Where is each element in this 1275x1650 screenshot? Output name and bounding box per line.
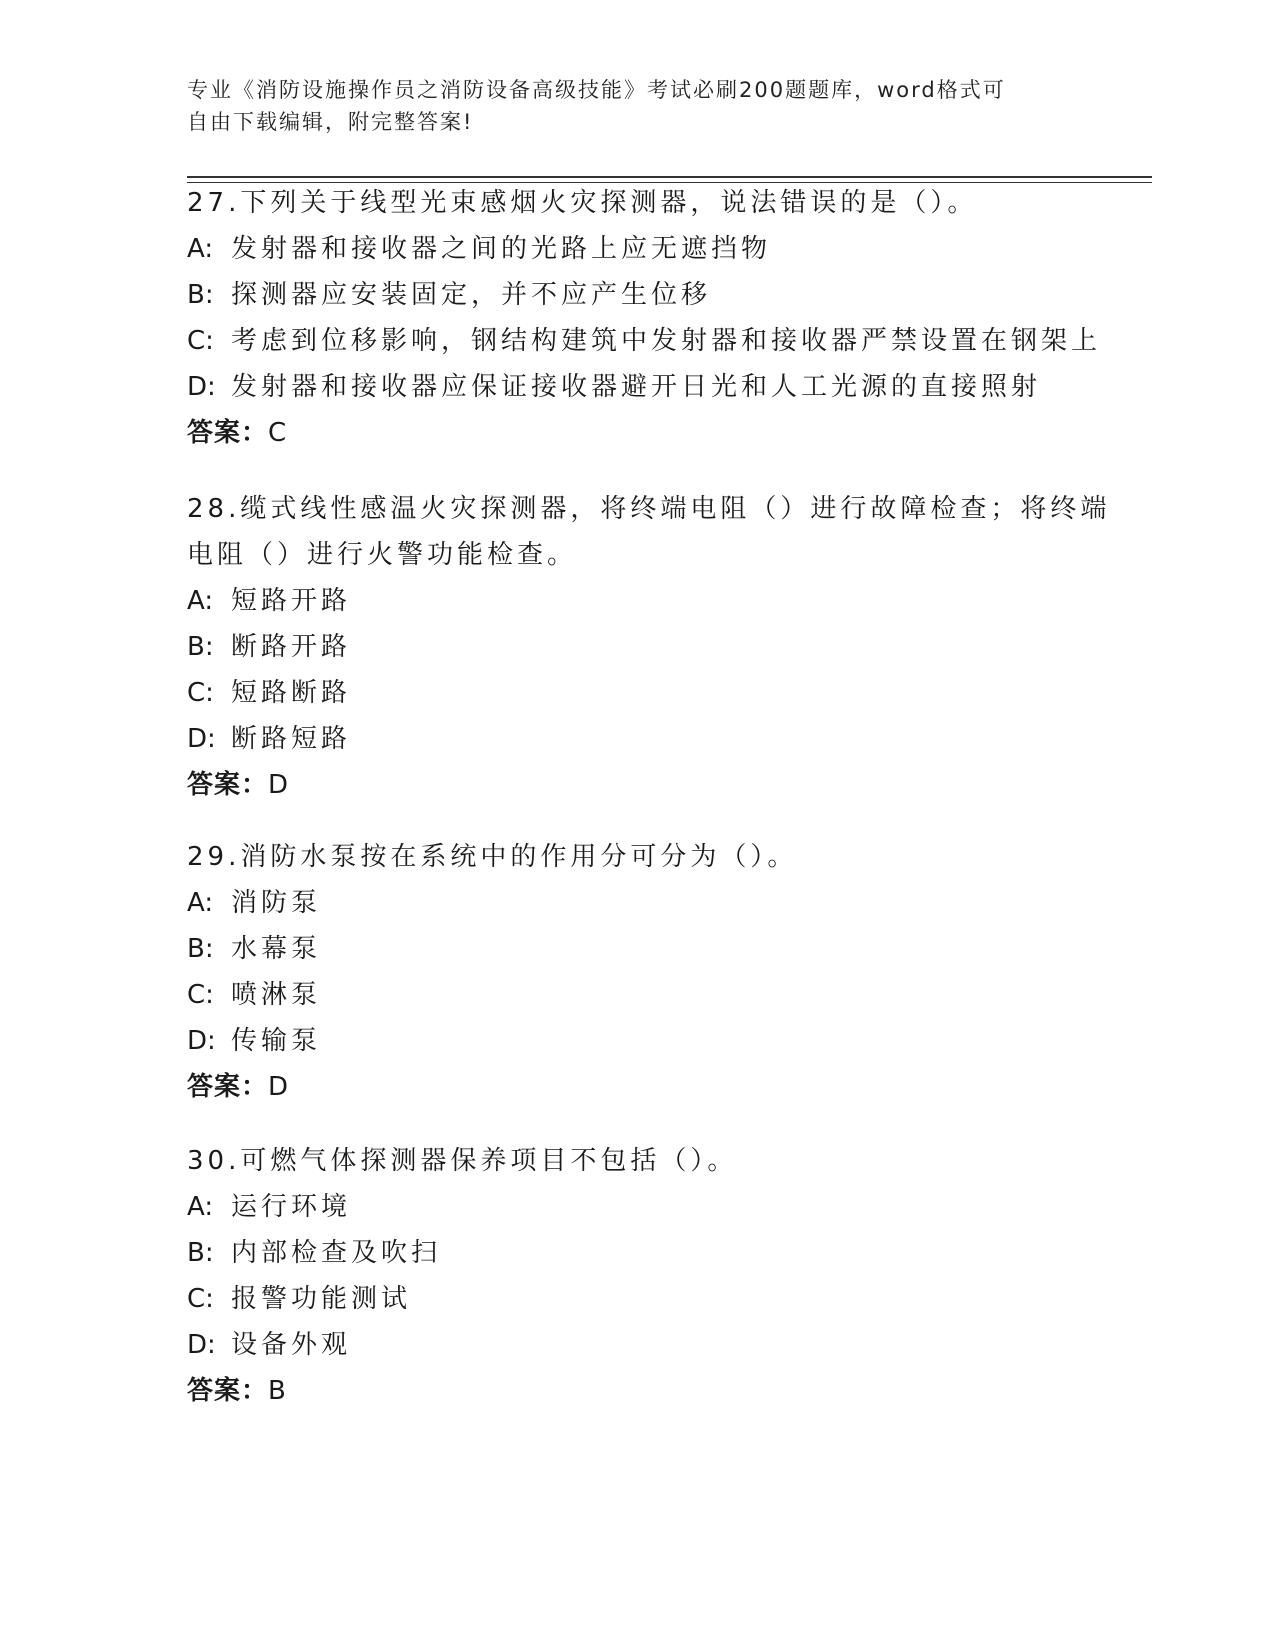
option-text: 报警功能测试 <box>231 1284 412 1314</box>
option-text: 运行环境 <box>231 1192 352 1222</box>
question-29 <box>187 834 1087 1110</box>
option-letter: B: <box>187 632 214 662</box>
option-d <box>187 364 1087 410</box>
question-stem: 28.缆式线性感温火灾探测器，将终端电阻（）进行故障检查；将终端 <box>187 494 1111 524</box>
option-letter: C: <box>187 980 214 1010</box>
option-a <box>187 578 1087 624</box>
question-stem: 29.消防水泵按在系统中的作用分可分为（）。 <box>187 842 798 872</box>
option-text: 发射器和接收器之间的光路上应无遮挡物 <box>231 234 772 264</box>
option-a <box>187 226 1087 272</box>
answer-value: C <box>268 418 288 448</box>
question-stem-continued: 电阻（）进行火警功能检查。 <box>187 540 578 570</box>
answer-value: D <box>268 1072 290 1102</box>
option-text: 水幕泵 <box>231 934 322 964</box>
option-d <box>187 1322 1087 1368</box>
answer-line <box>187 410 1087 456</box>
option-c <box>187 670 1087 716</box>
answer-value: B <box>268 1376 287 1406</box>
answer-line <box>187 762 1087 808</box>
option-text: 短路断路 <box>231 678 352 708</box>
header-line-1: 专业《消防设施操作员之消防设备高级技能》考试必刷200题题库，word格式可 <box>187 78 1006 102</box>
header-line-2: 自由下载编辑，附完整答案! <box>187 110 474 134</box>
option-text: 设备外观 <box>231 1330 352 1360</box>
option-text: 传输泵 <box>231 1026 322 1056</box>
option-b <box>187 272 1087 318</box>
option-letter: B: <box>187 280 214 310</box>
option-text: 考虑到位移影响，钢结构建筑中发射器和接收器严禁设置在钢架上 <box>231 326 1102 356</box>
option-letter: D: <box>187 724 216 754</box>
option-text: 喷淋泵 <box>231 980 322 1010</box>
option-b <box>187 926 1087 972</box>
option-text: 断路短路 <box>231 724 352 754</box>
question-stem: 27.下列关于线型光束感烟火灾探测器，说法错误的是（）。 <box>187 188 978 218</box>
option-letter: D: <box>187 1330 216 1360</box>
question-27 <box>187 180 1102 456</box>
option-letter: B: <box>187 934 214 964</box>
question-28 <box>187 486 1111 808</box>
document-header <box>187 74 1067 138</box>
option-letter: A: <box>187 234 214 264</box>
option-letter: B: <box>187 1238 214 1268</box>
option-c <box>187 318 1102 364</box>
option-letter: C: <box>187 678 214 708</box>
header-divider-thick <box>187 176 1152 178</box>
option-a <box>187 1184 1087 1230</box>
answer-line <box>187 1368 1087 1414</box>
option-letter: C: <box>187 326 214 356</box>
option-letter: A: <box>187 586 214 616</box>
option-d <box>187 1018 1087 1064</box>
option-text: 内部检查及吹扫 <box>231 1238 442 1268</box>
answer-line <box>187 1064 1087 1110</box>
option-letter: C: <box>187 1284 214 1314</box>
option-text: 消防泵 <box>231 888 322 918</box>
option-b <box>187 1230 1087 1276</box>
option-letter: A: <box>187 1192 214 1222</box>
option-text: 探测器应安装固定，并不应产生位移 <box>231 280 712 310</box>
option-c <box>187 1276 1087 1322</box>
answer-label: 答案： <box>187 1376 269 1406</box>
option-a <box>187 880 1087 926</box>
option-b <box>187 624 1087 670</box>
option-c <box>187 972 1087 1018</box>
answer-label: 答案： <box>187 418 269 448</box>
answer-value: D <box>268 770 290 800</box>
answer-label: 答案： <box>187 770 269 800</box>
option-letter: D: <box>187 372 216 402</box>
question-stem: 30.可燃气体探测器保养项目不包括（）。 <box>187 1146 738 1176</box>
option-text: 短路开路 <box>231 586 352 616</box>
option-text: 断路开路 <box>231 632 352 662</box>
option-letter: A: <box>187 888 214 918</box>
option-text: 发射器和接收器应保证接收器避开日光和人工光源的直接照射 <box>231 372 1042 402</box>
question-30 <box>187 1138 1087 1414</box>
answer-label: 答案： <box>187 1072 269 1102</box>
option-d <box>187 716 1087 762</box>
option-letter: D: <box>187 1026 216 1056</box>
